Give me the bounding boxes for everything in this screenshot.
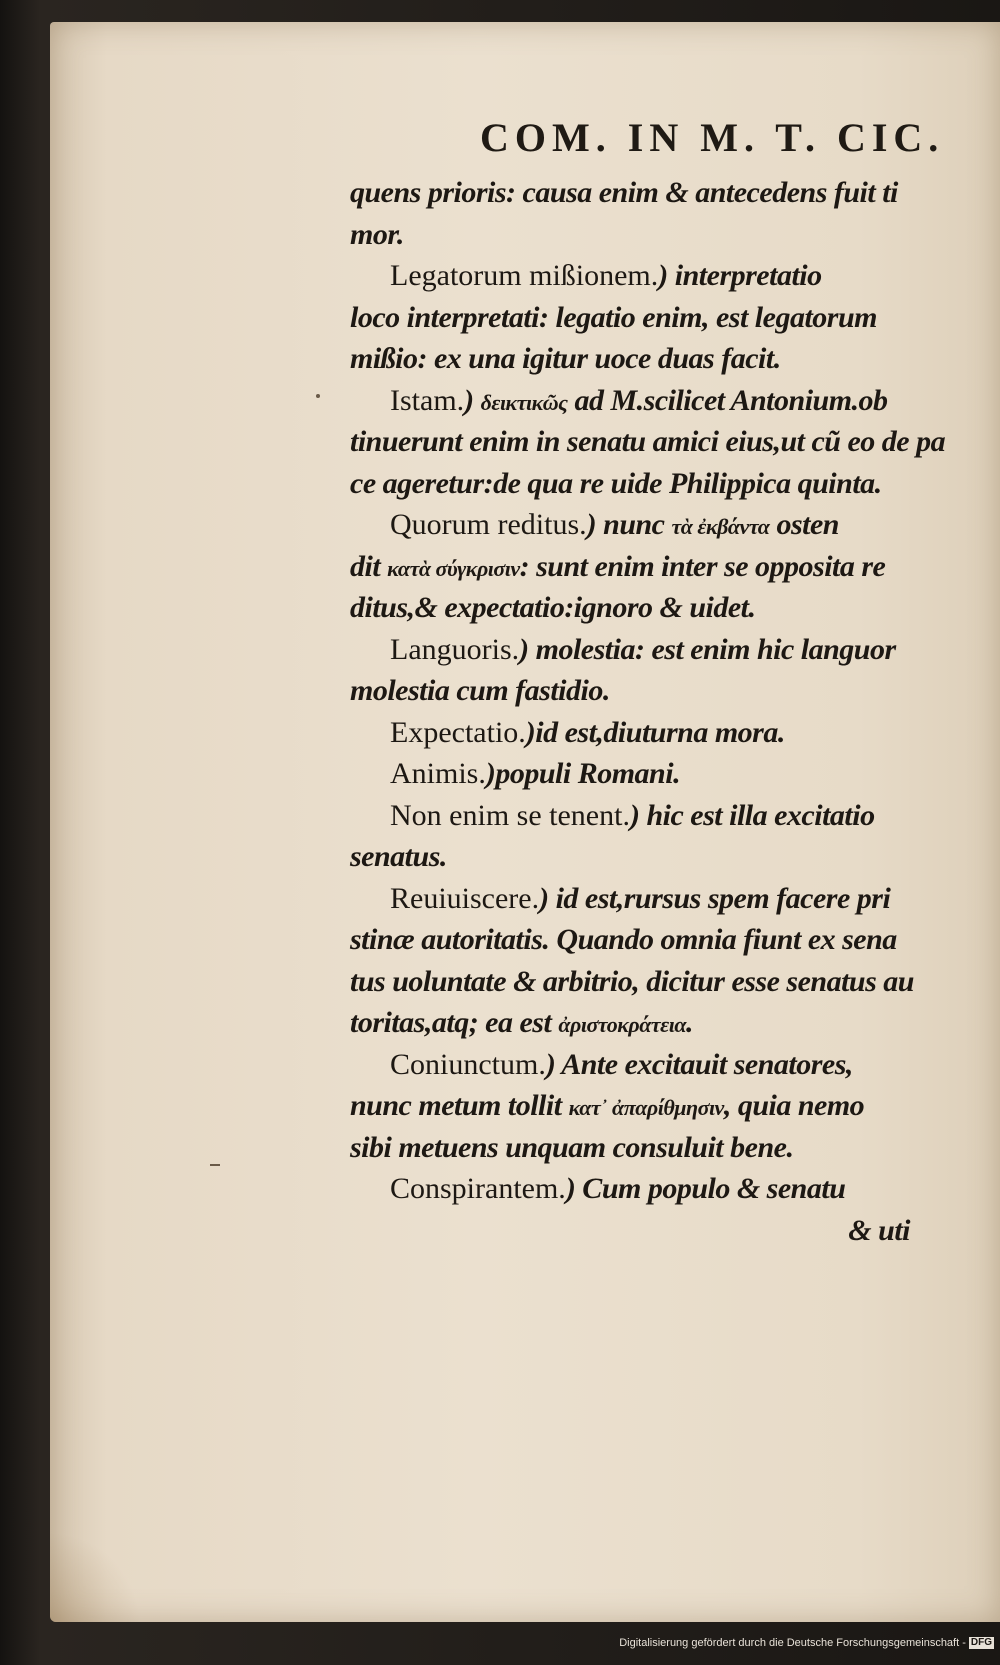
text-line bbox=[350, 836, 950, 878]
gloss-text: ) Ante excitauit senatores, bbox=[545, 1047, 853, 1081]
text-line bbox=[350, 338, 950, 380]
gloss-text: )populi Romani. bbox=[485, 757, 681, 790]
text-line bbox=[350, 629, 950, 671]
text-line bbox=[350, 795, 950, 837]
text-line bbox=[350, 919, 950, 961]
text-line bbox=[350, 172, 950, 214]
margin-mark bbox=[210, 1164, 220, 1166]
lemma-text: Coniunctum. bbox=[390, 1047, 546, 1081]
gloss-text: )id est,diuturna mora. bbox=[525, 715, 785, 749]
text-line bbox=[350, 297, 950, 339]
dfg-logo: DFG bbox=[970, 1637, 992, 1649]
greek-term: δεικτικῶς bbox=[480, 389, 568, 415]
text-line bbox=[350, 1085, 950, 1127]
text-line bbox=[350, 255, 950, 297]
gloss-text: mor. bbox=[350, 217, 404, 251]
gloss-text: stinæ autoritatis. Quando omnia fiunt ex sena bbox=[350, 923, 897, 956]
gloss-text: loco interpretati: legatio enim, est legatorum bbox=[350, 300, 877, 334]
lemma-text: Expectatio. bbox=[390, 715, 526, 749]
digitization-credit bbox=[619, 1623, 994, 1663]
gloss-text: ) hic est illa excitatio bbox=[629, 798, 875, 832]
lemma-text: Languoris. bbox=[390, 632, 520, 666]
gloss-text: ditus,& expectatio:ignoro & uidet. bbox=[350, 591, 756, 624]
gloss-text: , quia nemo bbox=[723, 1089, 865, 1122]
catchword: & uti bbox=[848, 1213, 910, 1247]
lemma-text: Non enim se tenent. bbox=[390, 798, 630, 832]
lemma-text: Legatorum mißionem. bbox=[390, 259, 659, 292]
margin-mark bbox=[316, 394, 320, 398]
text-line bbox=[350, 670, 950, 712]
text-line bbox=[350, 753, 950, 795]
text-line bbox=[350, 380, 950, 422]
gloss-text: ) molestia: est enim hic languor bbox=[519, 632, 896, 666]
gloss-text: quens prioris: causa enim & antecedens fuit ti bbox=[350, 176, 898, 209]
text-line bbox=[350, 1127, 950, 1169]
gloss-text: senatus. bbox=[350, 840, 447, 873]
text-line bbox=[350, 1002, 950, 1044]
text-line bbox=[350, 878, 950, 920]
gloss-text: . bbox=[686, 1006, 693, 1039]
greek-term: κατὰ σύγκρισιν bbox=[387, 555, 520, 581]
gloss-text: ) interpretatio bbox=[658, 259, 822, 292]
gloss-text: ) bbox=[464, 383, 481, 417]
text-line bbox=[350, 546, 950, 588]
gloss-text: : sunt enim inter se opposita re bbox=[519, 549, 886, 583]
greek-term: κατ᾽ ἀπαρίθμησιν bbox=[568, 1095, 724, 1120]
gloss-text: mißio: ex una igitur uoce duas facit. bbox=[350, 342, 781, 375]
lemma-text: Animis. bbox=[390, 757, 486, 790]
lemma-text: Quorum reditus. bbox=[390, 508, 587, 541]
text-line bbox=[350, 421, 950, 463]
gloss-text: tinuerunt enim in senatu amici eius,ut cũ eo de pa bbox=[350, 425, 946, 458]
gloss-text: ) nunc bbox=[586, 508, 672, 541]
text-line bbox=[350, 214, 950, 256]
gloss-text: ad M.scilicet Antonium.ob bbox=[567, 383, 888, 417]
gloss-text: ) id est,rursus spem facere pri bbox=[539, 881, 891, 915]
gloss-text: ce ageretur:de qua re uide Philippica quinta. bbox=[350, 466, 882, 500]
lemma-text: Istam. bbox=[390, 383, 465, 417]
gloss-text: molestia cum fastidio. bbox=[350, 674, 610, 707]
gloss-text: nunc metum tollit bbox=[350, 1089, 569, 1122]
text-line bbox=[350, 463, 950, 505]
gloss-text: ) Cum populo & senatu bbox=[565, 1172, 846, 1205]
running-head: COM. IN M. T. CIC. bbox=[480, 115, 945, 160]
gloss-text: osten bbox=[769, 508, 839, 541]
text-line bbox=[350, 1168, 950, 1210]
book-page bbox=[50, 22, 1000, 1622]
credit-text: Digitalisierung gefördert durch die Deutsche Forschungsgemeinschaft - bbox=[619, 1637, 966, 1649]
text-lines bbox=[350, 172, 950, 1210]
text-line bbox=[350, 504, 950, 546]
gloss-text: toritas,atq; ea est bbox=[350, 1006, 559, 1039]
lemma-text: Reuiuiscere. bbox=[390, 881, 540, 915]
text-line bbox=[350, 712, 950, 754]
commentary-text bbox=[350, 172, 950, 1251]
gloss-text: tus uoluntate & arbitrio, dicitur esse senatus au bbox=[350, 964, 914, 998]
greek-term: τὰ ἐκβάντα bbox=[671, 514, 770, 539]
gloss-text: dit bbox=[350, 549, 388, 583]
text-line bbox=[350, 587, 950, 629]
gloss-text: sibi metuens unquam consuluit bene. bbox=[350, 1130, 794, 1164]
text-line bbox=[350, 1044, 950, 1086]
lemma-text: Conspirantem. bbox=[390, 1172, 566, 1205]
greek-term: ἀριστοκράτεια bbox=[558, 1012, 686, 1037]
text-line bbox=[350, 961, 950, 1003]
